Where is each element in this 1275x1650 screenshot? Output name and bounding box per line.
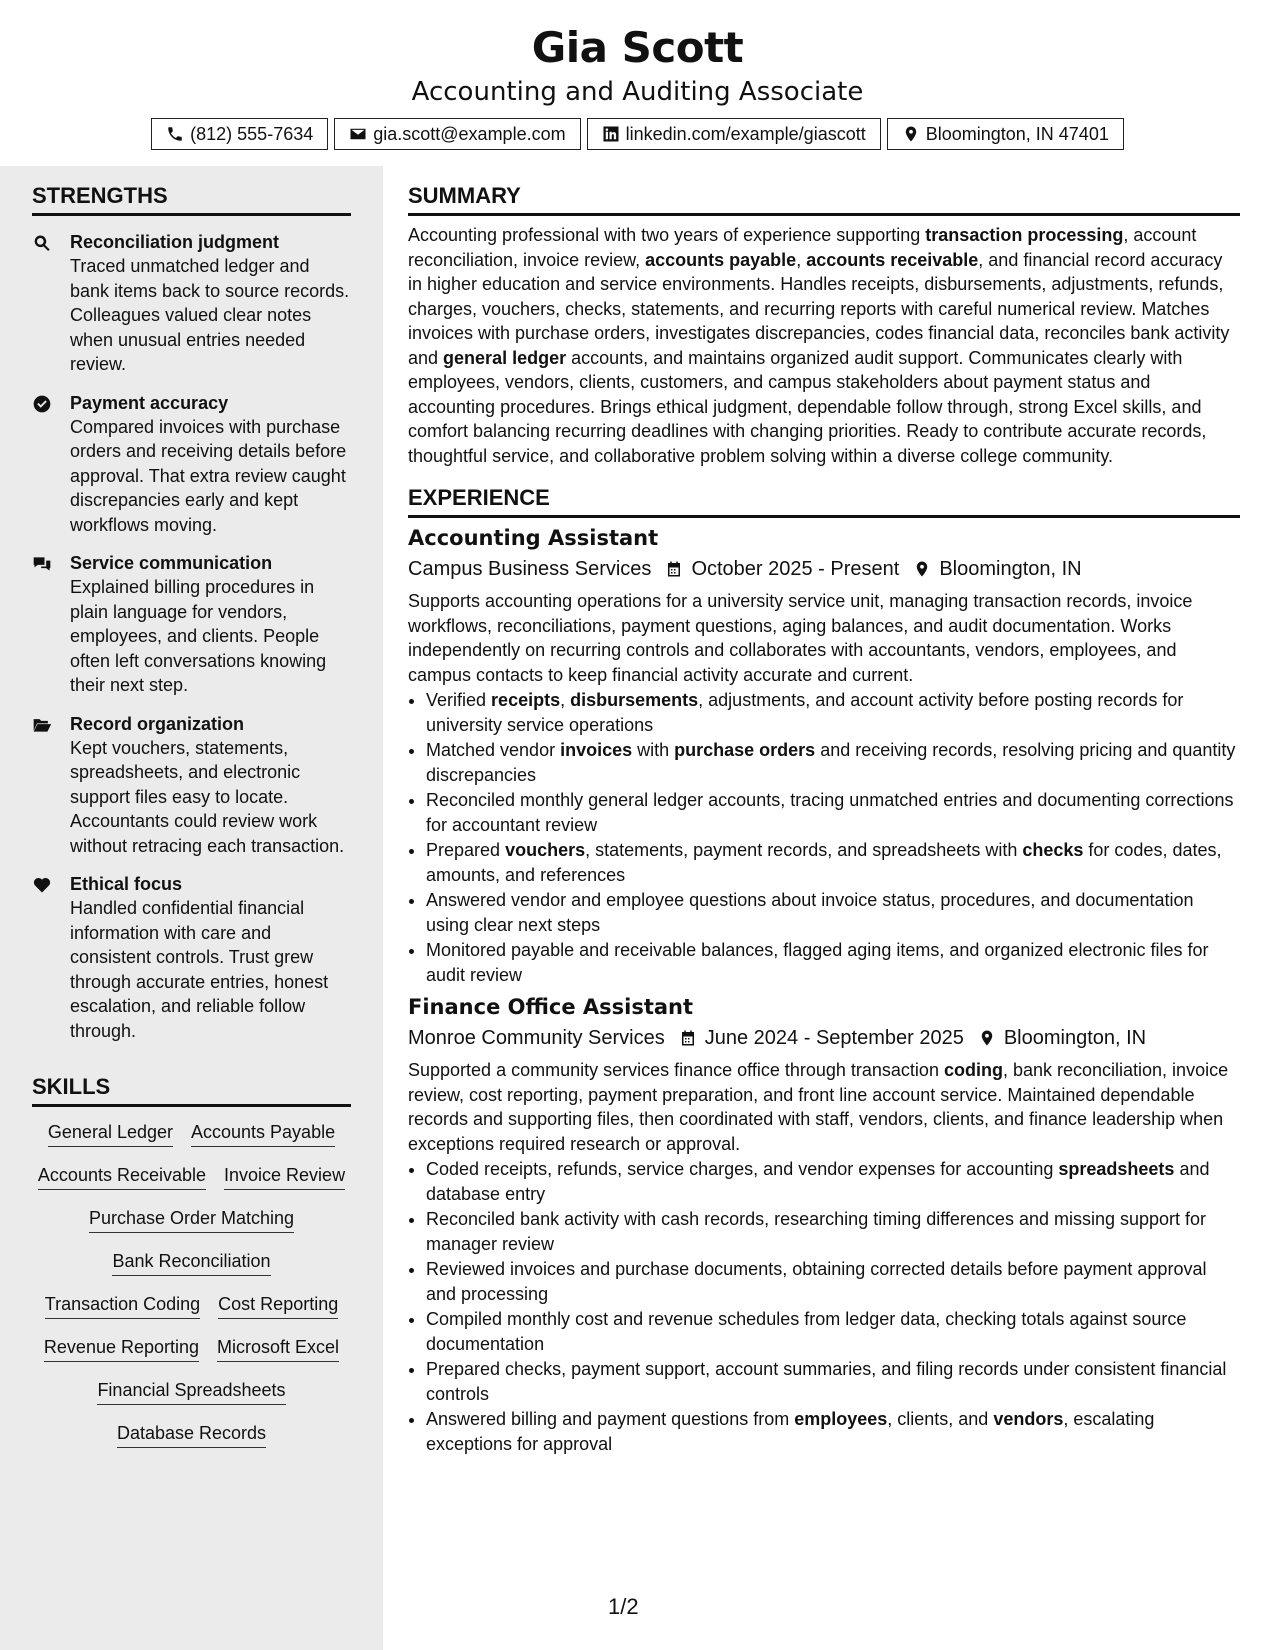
- strength-item: [32, 712, 351, 859]
- skill-tag: Accounts Receivable: [38, 1164, 206, 1190]
- calendar-icon: [665, 560, 683, 578]
- skill-tag: Invoice Review: [224, 1164, 345, 1190]
- strength-title: Service communication: [70, 553, 273, 573]
- skill-tag: Accounts Payable: [191, 1121, 335, 1147]
- job-location: Bloomington, IN: [1003, 1027, 1147, 1049]
- contact-phone[interactable]: [151, 118, 328, 150]
- job-bullet: • Reconciled monthly general ledger accounts, tracing unmatched entries and documenting corrections for accountant review: [426, 788, 1240, 837]
- contact-linkedin[interactable]: [587, 118, 881, 150]
- skill-tag: Bank Reconciliation: [112, 1250, 270, 1276]
- strength-item: [32, 872, 351, 1043]
- job-entry: [408, 524, 1240, 987]
- job-bullets: [408, 1157, 1240, 1456]
- strength-desc: Kept vouchers, statements, spreadsheets, and electronic support files easy to locate. Accountants could review work without retracing each transaction.: [70, 737, 345, 856]
- job-bullet: • Prepared checks, payment support, account summaries, and filing records under consistent financial controls: [426, 1357, 1240, 1406]
- contact-location[interactable]: [887, 118, 1124, 150]
- skill-tag: Financial Spreadsheets: [97, 1379, 285, 1405]
- contact-linkedin-text: linkedin.com/example/giascott: [625, 123, 866, 144]
- job-company: Monroe Community Services: [408, 1027, 665, 1049]
- job-bullet: • Prepared vouchers, statements, payment records, and spreadsheets with checks for codes, dates, amounts, and references: [426, 838, 1240, 887]
- job-dates: October 2025 - Present: [691, 558, 900, 580]
- job-bullet: • Reviewed invoices and purchase documents, obtaining corrected details before payment approval and processing: [426, 1257, 1240, 1306]
- main-column: [408, 166, 1240, 1457]
- job-title: Finance Office Assistant: [408, 995, 694, 1019]
- strength-desc: Compared invoices with purchase orders and receiving details before approval. That extra review caught discrepancies early and kept workflows moving.: [70, 416, 347, 535]
- job-bullet: • Compiled monthly cost and revenue schedules from ledger data, checking totals against source documentation: [426, 1307, 1240, 1356]
- job-bullet: • Monitored payable and receivable balances, flagged aging items, and organized electronic files for audit review: [426, 938, 1240, 987]
- skill-tag: Cost Reporting: [218, 1293, 338, 1319]
- strength-item: [32, 391, 351, 538]
- skill-tag: Transaction Coding: [45, 1293, 200, 1319]
- strength-title: Payment accuracy: [70, 392, 229, 413]
- comments-icon: [32, 554, 52, 574]
- phone-icon: [166, 125, 184, 143]
- linkedin-icon: [602, 125, 620, 143]
- job-dates: June 2024 - September 2025: [704, 1027, 964, 1049]
- map-marker-icon: [978, 1029, 996, 1047]
- check-circle-icon: [32, 394, 52, 414]
- job-location: Bloomington, IN: [939, 558, 1082, 580]
- strength-title: Reconciliation judgment: [70, 232, 280, 252]
- heart-icon: [32, 875, 52, 895]
- job-bullet: • Verified receipts, disbursements, adjustments, and account activity before posting records for university service operations: [426, 688, 1240, 737]
- resume-header: [0, 20, 1275, 150]
- map-marker-icon: [913, 560, 931, 578]
- skill-tag: Microsoft Excel: [217, 1336, 339, 1362]
- skill-tag: Purchase Order Matching: [89, 1207, 294, 1233]
- contact-email[interactable]: [334, 118, 580, 150]
- strength-desc: Handled confidential financial information with care and consistent controls. Trust grew through accurate entries, honest escalation, and reliable follow through.: [70, 898, 329, 1041]
- skills-list: [32, 1121, 351, 1448]
- job-meta: [408, 1024, 1240, 1052]
- strength-item: [32, 551, 351, 698]
- skills-heading: SKILLS: [32, 1057, 351, 1107]
- strengths-heading: STRENGTHS: [32, 166, 351, 216]
- job-bullet: • Answered vendor and employee questions about invoice status, procedures, and documentation using clear next steps: [426, 888, 1240, 937]
- contact-location-text: Bloomington, IN 47401: [925, 123, 1109, 144]
- job-title: Accounting Assistant: [408, 526, 659, 550]
- candidate-name: Gia Scott: [531, 23, 744, 72]
- job-description: Supported a community services finance office through transaction coding, bank reconciliation, invoice review, cost reporting, payment preparation, and front line account service. Maintained dependable records and supporting files, then coordinated with staff, vendors, clients, and finance leadership when exceptions required research or approval.: [408, 1060, 1229, 1154]
- search-icon: [32, 233, 52, 253]
- skill-tag: Database Records: [117, 1422, 266, 1448]
- map-marker-icon: [902, 125, 920, 143]
- strength-desc: Explained billing procedures in plain language for vendors, employees, and clients. People often left conversations knowing their next step.: [70, 577, 327, 695]
- envelope-icon: [349, 125, 367, 143]
- job-bullet: • Answered billing and payment questions from employees, clients, and vendors, escalating exceptions for approval: [426, 1407, 1240, 1456]
- job-entry: [408, 993, 1240, 1456]
- contact-email-text: gia.scott@example.com: [373, 123, 566, 144]
- candidate-title: Accounting and Auditing Associate: [411, 77, 864, 107]
- job-bullet: • Reconciled bank activity with cash records, researching timing differences and missing support for manager review: [426, 1207, 1240, 1256]
- job-description: Supports accounting operations for a university service unit, managing transaction records, invoice workflows, reconciliations, payment questions, aging balances, and audit documentation. Works independently on recurring controls and collaborates with accountants, vendors, employees, and campus contacts to keep financial activity accurate and current.: [408, 591, 1193, 685]
- page-number: 1/2: [608, 1594, 639, 1619]
- job-company: Campus Business Services: [408, 558, 652, 580]
- skill-tag: Revenue Reporting: [44, 1336, 199, 1362]
- strengths-list: [32, 230, 351, 1043]
- job-bullets: [408, 688, 1240, 987]
- summary-heading: SUMMARY: [408, 166, 1240, 216]
- experience-heading: EXPERIENCE: [408, 468, 1240, 518]
- summary-text: Accounting professional with two years of experience supporting transaction processing, account reconciliation, invoice review, accounts payable, accounts receivable, and financial record accuracy in higher education and service environments. Handles receipts, disbursements, adjustments, refunds, charges, vouchers, checks, statements, and recurring reports with careful numerical review. Matches invoices with purchase orders, investigates discrepancies, codes financial data, reconciles bank activity and general ledger accounts, and maintains organized audit support. Communicates clearly with employees, vendors, clients, customers, and campus stakeholders about payment status and accounting procedures. Brings ethical judgment, dependable follow through, strong Excel skills, and comfort balancing recurring deadlines with changing priorities. Ready to contribute accurate records, thoughtful service, and collaborative problem solving within a diverse college community.: [408, 225, 1230, 466]
- strength-desc: Traced unmatched ledger and bank items back to source records. Colleagues valued clear notes when unusual entries needed review.: [70, 256, 350, 374]
- skill-tag: General Ledger: [48, 1121, 173, 1147]
- job-bullet: • Matched vendor invoices with purchase orders and receiving records, resolving pricing and quantity discrepancies: [426, 738, 1240, 787]
- job-meta: [408, 555, 1240, 583]
- contact-bar: [0, 118, 1275, 150]
- calendar-icon: [679, 1029, 697, 1047]
- folder-open-icon: [32, 715, 52, 735]
- job-bullet: • Coded receipts, refunds, service charges, and vendor expenses for accounting spreadsheets and database entry: [426, 1157, 1240, 1206]
- strength-item: [32, 230, 351, 377]
- sidebar: [0, 166, 383, 1650]
- contact-phone-text: (812) 555-7634: [190, 123, 314, 144]
- strength-title: Record organization: [70, 713, 245, 734]
- strength-title: Ethical focus: [70, 874, 183, 894]
